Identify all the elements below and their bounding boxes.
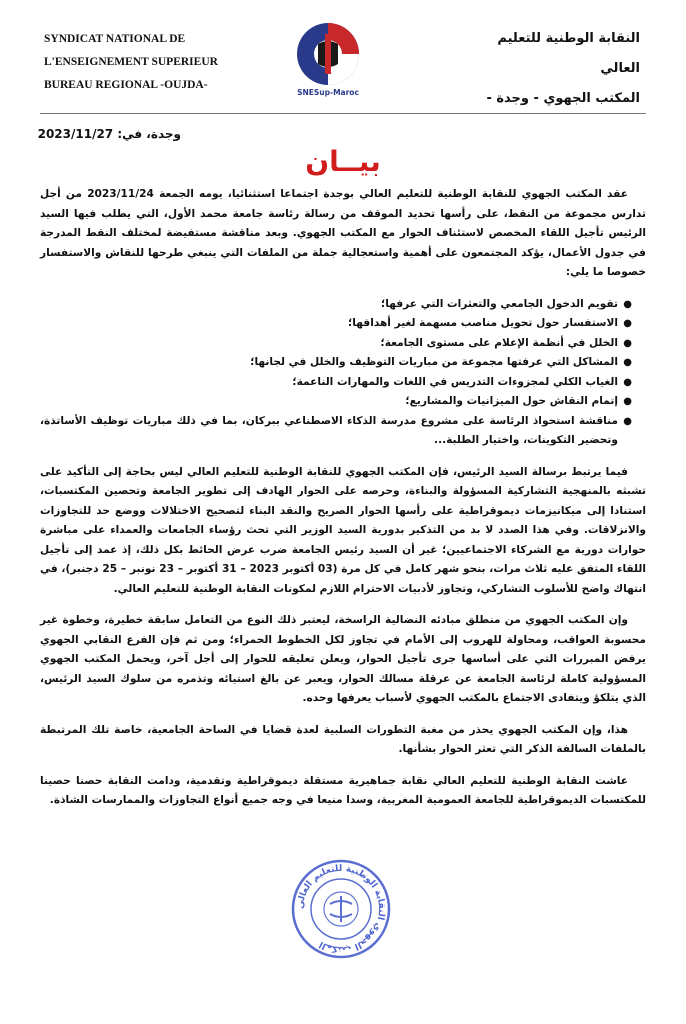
stamp-seal-icon [290,858,392,960]
list-item [40,373,632,393]
statement-body [40,185,646,823]
paragraph-4: هذا، وإن المكتب الجهوي يحذر من مغبة التطورات السلبية لعدة قضايا في الساحة الجامعية، خاصة تلك المرتبطة بالملفات السالفة الذكر التي تعثر الحوار بشأنها. [40,723,646,755]
bullet-icon: ● [623,357,632,368]
bullet-icon: ● [623,337,632,349]
paragraph-3: وإن المكتب الجهوي من منطلق مبادئه النضالية الراسخة، ليعتبر ذلك النوع من التعامل سابقة خطيرة، وخطوة غير محسوبة العواقب، ومحاولة للهروب إلى الأمام في تجاوز لكل الخطوط الحمراء؛ ومن ثم فإن الفرع النقابي الجهوي يرفض المبررات التي على أساسها جرى تأجيل الحوار، ويعلن تعليقه للحوار إلى أجل آخر، ويحمل المكتب الجهوي المسؤولية كاملة لرئاسة الجامعة عن عرقلة مسالك الحوار، ويعبر عن بالغ استيائه وتذمره من سلوك السيد الرئيس، الذي يتلكؤ ويتفادى الاجتماع بالمكتب الجهوي لأسباب يعرفها وحده. [40,614,646,704]
date-line: وجدة، في: 2023/11/27 [37,127,181,141]
list-item-text: تقويم الدخول الجامعي والتعثرات التي عرفها؛ [381,297,618,310]
header-french-line-2: L'ENSEIGNEMENT SUPERIEUR [44,56,218,68]
bullet-icon: ● [623,396,632,407]
logo-caption: SNESup-Maroc [297,88,359,97]
paragraph-2: فيما يرتبط برسالة السيد الرئيس، فإن المكتب الجهوي للنقابة الوطنية للتعليم العالي ليس بحاجة إلى التأكيد على تشبثه بالمنهجية التشاركية المسؤولة والبناءة، وحرصه على الحوار الهادف إلى تطوير الجامعة وتحصين المكتسبات، استنادا إلى ميكانيزمات ديموقراطية على رأسها الحوار الصريح والنقد البناء لتصحيح الاختلالات ووضع حد للتجاوزات والانزلاقات. وفي هذا الصدد لا بد من التذكير بدورية السيد الوزير التي تحث رؤساء الجامعات والعمداء على مباشرة حوارات دورية مع الشركاء الاجتماعيين؛ غير أن السيد رئيس الجامعة ضرب عرض الحائط بكل ذلك، إذ عمد إلى تأجيل اللقاء المتفق عليه ثلاث مرات، بنحو شهر كامل في كل مرة (03 أكتوبر 2023 – 31 أكتوبر – 23 نونبر – 25 دجنبر)، في انتهاك واضح للأسلوب التشاركي، وتجاوز لأدبيات الاحترام اللازم لمكونات النقابة الوطنية للتعليم العالي. [40,465,646,595]
list-item-text: الخلل في أنظمة الإعلام على مستوى الجامعة؛ [380,336,618,349]
paragraph-intro: عقد المكتب الجهوي للنقابة الوطنية للتعليم العالي بوجدة اجتماعا استثنائيا، يومه الجمعة 2023/11/24 من أجل تدارس مجموعة من النقط، على رأسها تحديد الموقف من رسالة رئاسة جامعة محمد الأول، التي يطلب فيها السيد الرئيس تأجيل اللقاء المخصص لاستئناف الحوار مع المكتب الجهوي. وبعد مناقشة مستفيضة لمختلف النقط المدرجة في جدول الأعمال، يؤكد المجتمعون على أهمية واستعجالية جملة من الملفات التي ينبغي طرحها للنقاش والاستفسار خصوصا ما يلي: [40,188,646,278]
paragraph-5: عاشت النقابة الوطنية للتعليم العالي نقابة جماهيرية مستقلة ديموقراطية وتقدمية، ودامت النقابة حصنا حصينا للمكتسبات الديموقراطية للجامعة العمومية المغربية، وسدا منيعا في وجه جميع أنواع التجاوزات والممارسات الشاذة. [40,774,646,806]
header-french [44,28,244,97]
header-arabic-line-1: النقابة الوطنية للتعليم العالي [497,31,640,76]
bullet-icon: ● [623,298,632,310]
list-item [40,334,632,354]
list-item-text: المشاكل التي عرفتها مجموعة من مباريات التوظيف والخلل في لجانها؛ [250,356,618,368]
list-item [40,412,632,451]
bullet-icon: ● [623,415,632,427]
list-item [40,353,632,373]
bullet-icon: ● [623,376,632,388]
page-title: بيــان [305,145,381,178]
header-french-line-3: BUREAU REGIONAL -OUJDA- [44,79,208,91]
list-item [40,314,632,334]
header-french-line-1: SYNDICAT NATIONAL DE [44,33,186,45]
header-arabic-line-2: المكتب الجهوي - وجدة - [486,91,640,106]
list-item-text: الغياب الكلي لمجزوءات التدريس في اللغات والمهارات الناعمة؛ [292,375,618,388]
header-arabic [460,24,640,114]
list-item [40,392,632,412]
list-item-text: الاستفسار حول تحويل مناصب مسهمة لغير أهدافها؛ [348,317,618,329]
list-item-text: إتمام النقاش حول الميزانيات والمشاريع؛ [405,395,618,407]
header-divider [40,113,646,114]
list-item-text: مناقشة استحواذ الرئاسة على مشروع مدرسة الذكاء الاصطناعي ببركان، بما في ذلك مباريات توظيف الأساتذة، وتحضير التكوينات، واختيار الطلبة... [40,414,618,446]
points-list [40,295,646,451]
list-item [40,295,632,315]
stamp-text: المكتب الجهوي النقابة الوطنية للتعليم العالي [295,863,387,955]
bullet-icon: ● [623,318,632,329]
